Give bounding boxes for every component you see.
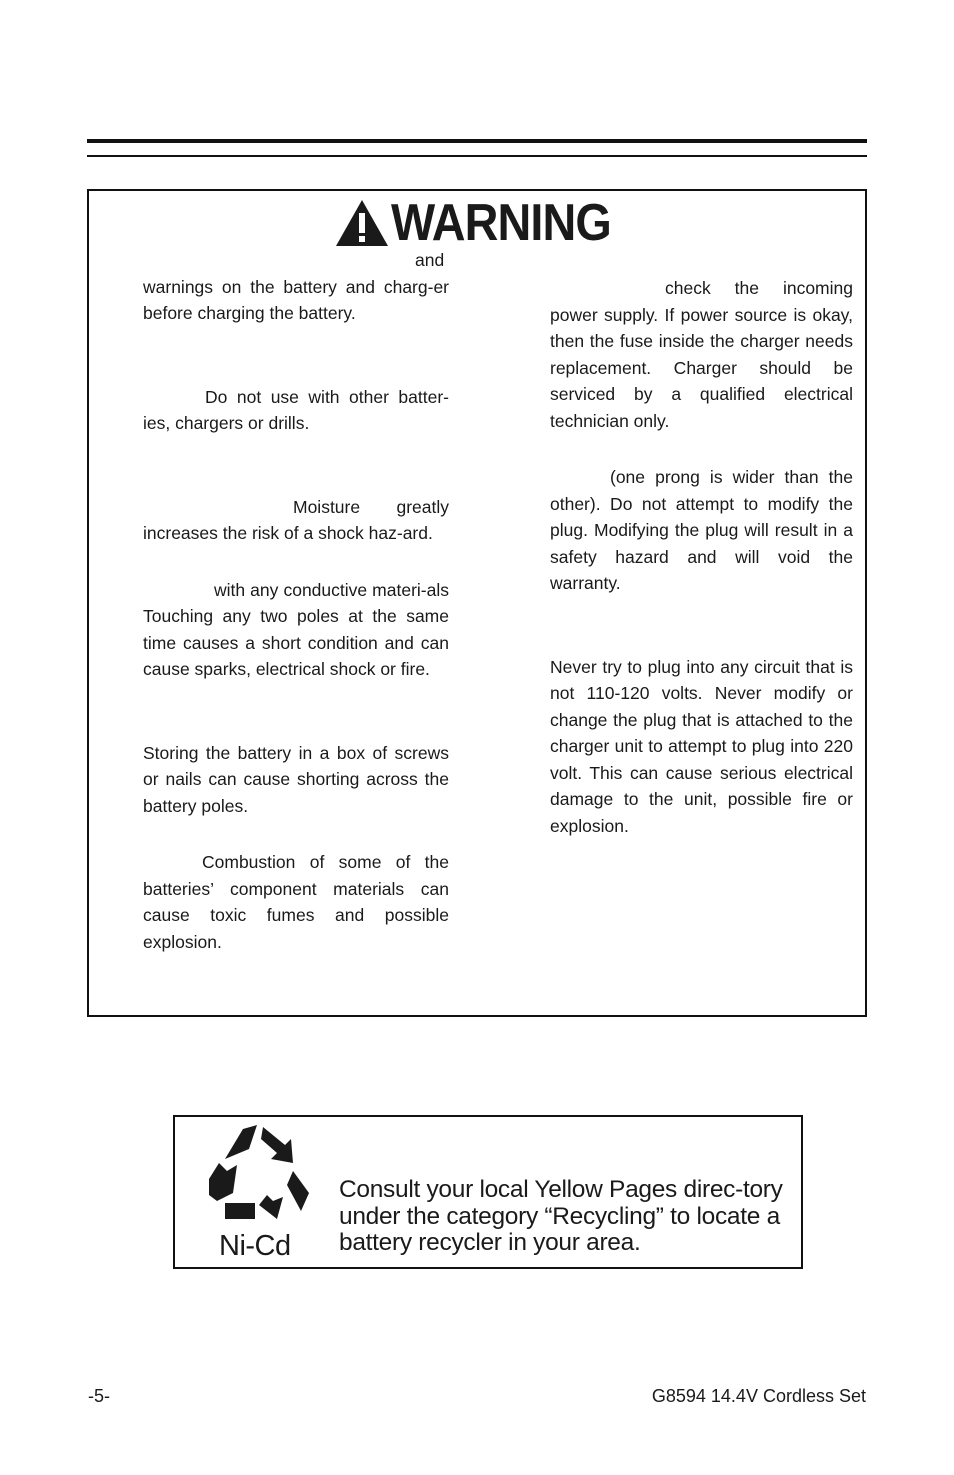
warning-right-column [550,275,853,839]
top-rule [87,139,867,143]
warning-right-paragraph: (one prong is wider than the other). Do not attempt to modify the plug. Modifying the plug will result in a safety hazard and will void the warranty. [550,467,853,593]
warning-right-paragraph: check the incoming power supply. If power source is okay, then the fuse inside the charger needs replacement. Charger should be serviced by a qualified electrical technician only. [550,278,853,431]
warning-left-paragraph: and warnings on the battery and charg-er before charging the battery. [143,250,449,323]
warning-heading [335,195,635,251]
ni-cd-label: Ni-Cd [219,1230,291,1262]
warning-left-paragraph: Storing the battery in a box of screws or nails can cause shorting across the battery poles. [143,742,449,816]
warning-box [87,189,867,1017]
second-rule [87,155,867,157]
recycling-text: Consult your local Yellow Pages direc-tory under the category “Recycling” to locate a battery recycler in your area. [339,1176,783,1256]
recycle-icon [205,1123,311,1227]
recycling-box [173,1115,803,1269]
footer-product: G8594 14.4V Cordless Set [651,1386,866,1406]
warning-left-paragraph: Combustion of some of the batteries’ component materials can cause toxic fumes and possible explosion. [143,852,449,952]
warning-left-paragraph: Moisture greatly increases the risk of a shock haz-ard. [143,496,449,543]
warning-title: WARNING [391,194,611,252]
warning-left-paragraph: Do not use with other batter-ies, chargers or drills. [143,386,449,433]
warning-triangle-icon [335,199,389,247]
warning-left-column [143,247,449,955]
warning-right-paragraph: Never try to plug into any circuit that is not 110-120 volts. Never modify or change the plug that is attached to the charger unit to attempt to plug into 220 volt. This can cause serious electrical damage to the unit, possible fire or explosion. [550,656,853,836]
page-number: -5- [88,1386,110,1406]
warning-left-paragraph: with any conductive materi-als Touching any two poles at the same time causes a short condition and can cause sparks, electrical shock or fire. [143,579,449,679]
